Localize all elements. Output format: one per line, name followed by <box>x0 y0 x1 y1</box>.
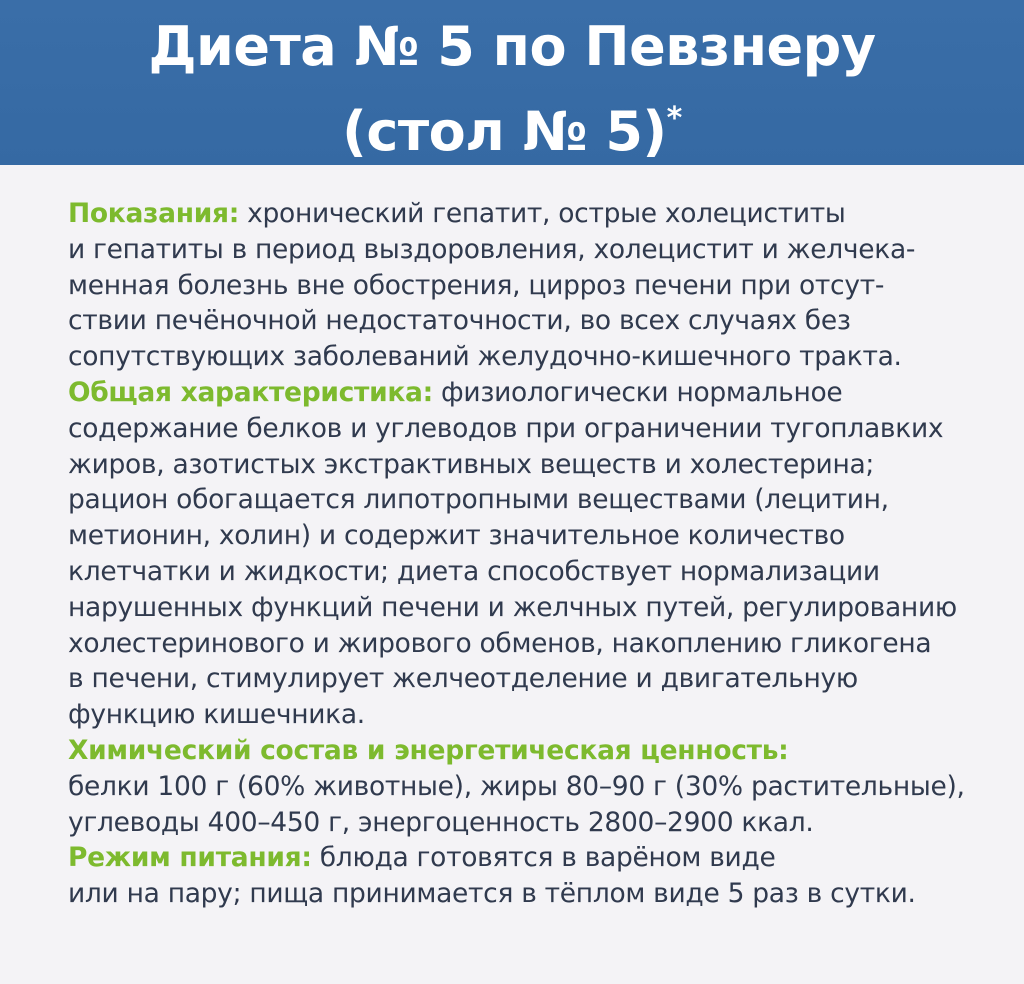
section-regimen <box>68 840 1018 912</box>
text-line: и гепатиты в период выздоровления, холецистит и желчека- <box>68 233 916 265</box>
page-title: Диета № 5 по Певзнеру <box>148 15 876 78</box>
subtitle-text: (стол № 5) <box>342 100 667 163</box>
text-line: менная болезнь вне обострения, цирроз печени при отсут- <box>68 269 885 301</box>
text-line-part: физиологически нормальное <box>432 376 843 408</box>
label-composition: Химический состав и энергетическая ценность: <box>68 734 789 766</box>
text-line <box>68 196 1018 232</box>
text-line: функцию кишечника. <box>68 699 365 731</box>
section-composition <box>68 733 1018 840</box>
section-indications <box>68 196 1018 375</box>
text-line: рацион обогащается липотропными веществами (лецитин, <box>68 484 889 516</box>
section-general <box>68 375 1018 733</box>
text-line: нарушенных функций печени и желчных путей, регулированию <box>68 591 957 623</box>
text-line: в печени, стимулирует желчеотделение и двигательную <box>68 663 858 695</box>
diet-description <box>68 196 1018 912</box>
text-line: или на пару; пища принимается в тёплом виде 5 раз в сутки. <box>68 878 916 910</box>
footnote-mark: * <box>666 101 682 136</box>
text-line: холестеринового и жирового обменов, накоплению гликогена <box>68 627 932 659</box>
text-line: клетчатки и жидкости; диета способствует нормализации <box>68 555 880 587</box>
label-indications: Показания: <box>68 198 240 229</box>
text-line <box>68 375 1018 411</box>
text-line-part: блюда готовятся в варёном виде <box>311 842 776 874</box>
title-banner <box>0 0 1024 165</box>
text-line-part: хронический гепатит, острые холециститы <box>239 198 846 229</box>
text-line: белки 100 г (60% животные), жиры 80–90 г (30% растительные), <box>68 770 965 802</box>
label-general: Общая характеристика: <box>68 376 433 408</box>
text-line: метионин, холин) и содержит значительное количество <box>68 520 845 552</box>
text-line: ствии печёночной недостаточности, во всех случаях без <box>68 305 851 337</box>
text-line: сопутствующих заболеваний желудочно-кишечного тракта. <box>68 341 902 373</box>
text-line: углеводы 400–450 г, энергоценность 2800–2900 ккал. <box>68 806 814 838</box>
text-line: жиров, азотистых экстрактивных веществ и холестерина; <box>68 448 875 480</box>
text-line <box>68 840 1018 876</box>
label-regimen: Режим питания: <box>68 842 312 874</box>
page-subtitle <box>0 86 1024 165</box>
text-line: содержание белков и углеводов при ограничении тугоплавких <box>68 412 944 444</box>
